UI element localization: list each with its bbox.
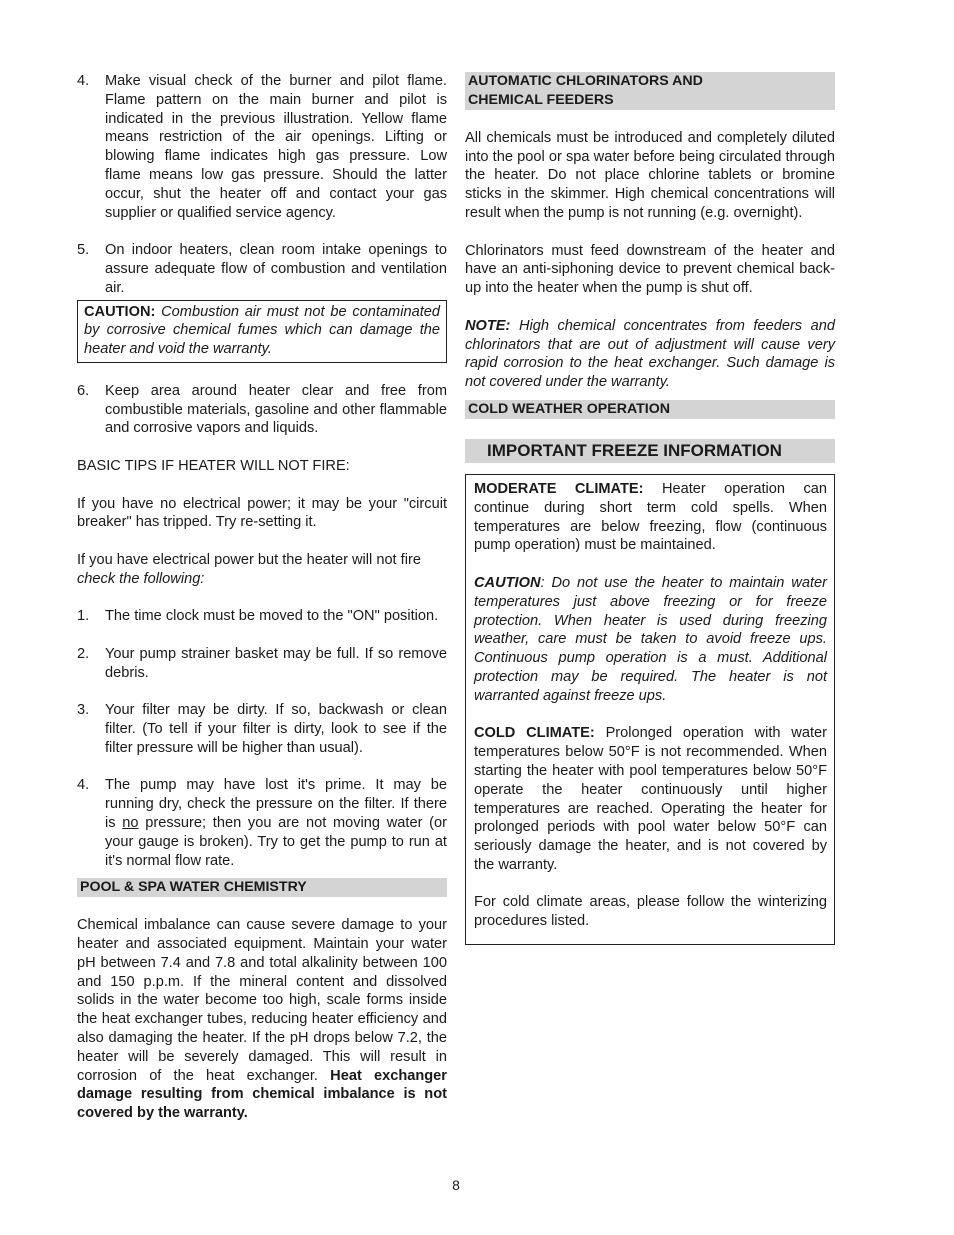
list-text: Keep area around heater clear and free from combustible materials, gasoline and other flammable and corrosive vapors and liquids. — [105, 382, 447, 437]
caution-text: Combustion air must not be contaminated by corrosive chemical fumes which can damage the heater and void the warranty. — [84, 303, 440, 358]
no-power-paragraph: If you have no electrical power; it may be your "circuit breaker" has tripped. Try re-setting it. — [77, 495, 447, 531]
list-text: On indoor heaters, clean room intake openings to assure adequate flow of combustion and ventilation air. — [105, 242, 447, 296]
freeze-caution-paragraph: CAUTION: Do not use the heater to maintain water temperatures just above freezing or for freeze protection. When heater is used during freezing weather, care must be taken to avoid freeze ups. Continuous pump operation is a must. Additional protection may be required. The heater is not warranted against freeze ups. — [474, 574, 827, 704]
caution-box — [77, 300, 447, 363]
chemistry-heading: POOL & SPA WATER CHEMISTRY — [77, 878, 447, 897]
caution-label: CAUTION: — [84, 303, 156, 320]
chlorinators-paragraph-2: Chlorinators must feed downstream of the heater and have an anti-siphoning device to prevent chemical back-up into the heater when the pump is shut off. — [465, 242, 835, 297]
cold-weather-heading: COLD WEATHER OPERATION — [465, 400, 835, 419]
moderate-climate-label: MODERATE CLIMATE: — [474, 480, 644, 497]
check-following-text: check the following: — [77, 570, 205, 587]
list-item — [77, 241, 447, 297]
basic-tips-heading: BASIC TIPS IF HEATER WILL NOT FIRE: — [77, 457, 350, 474]
freeze-info-title: IMPORTANT FREEZE INFORMATION — [465, 439, 835, 463]
list-text: The time clock must be moved to the "ON" position. — [105, 608, 439, 625]
list-number: 6. — [77, 382, 90, 399]
page-number: 8 — [452, 1177, 460, 1193]
list-number: 4. — [77, 777, 90, 794]
cold-climate-label: COLD CLIMATE: — [474, 725, 595, 742]
list-number: 5. — [77, 242, 90, 259]
list-text: Your filter may be dirty. If so, backwash or clean filter. (To tell if your filter is dirty, look to see if the filter pressure will be higher than usual). — [105, 702, 447, 756]
list-text: Your pump strainer basket may be full. If so remove debris. — [105, 645, 447, 681]
list-text: The pump may have lost it's prime. It may be running dry, check the pressure on the filter. If there is no pressure; then you are not moving water (or your gauge is broken). Try to get the pump to run at it's normal flow rate. — [105, 777, 447, 869]
have-power-paragraph — [77, 551, 447, 589]
list-text: Make visual check of the burner and pilot flame. Flame pattern on the main burner and pilot is indicated in the previous illustration. Yellow flame means restriction of the air openings. Lifting or blowing flame indicates high gas pressure. Low flame means low gas pressure. Should the latter occur, shut the heater off and contact your gas supplier or qualified service agency. — [105, 73, 447, 221]
list-number: 3. — [77, 702, 90, 719]
cold-climate-paragraph: COLD CLIMATE: Prolonged operation with water temperatures below 50°F is not recommended. When starting the heater with pool temperatures below 50°F operate the heater continuously until higher temperatures are reached. Operating the heater for prolonged periods with pool water below 50°F can seriously damage the heater, and is not covered by the warranty. — [474, 725, 827, 873]
list-item — [77, 607, 447, 626]
moderate-climate-paragraph: MODERATE CLIMATE: Heater operation can continue during short term cold spells. When temperatures are below freezing, flow (continuous pump operation) must be maintained. — [474, 480, 827, 554]
left-column — [77, 72, 447, 1123]
underlined-word: no — [122, 815, 139, 832]
list-number: 4. — [77, 73, 90, 89]
chemistry-paragraph: Chemical imbalance can cause severe damage to your heater and associated equipment. Maintain your water pH between 7.4 and 7.8 and total alkalinity between 100 and 150 p.p.m. If the mineral content and dissolved solids in the water become too high, scale forms inside the heat exchanger tubes, reducing heater efficiency and also damaging the heater. If the pH drops below 7.2, the heater will be severely damaged. This will result in corrosion of the heat exchanger. Heat exchanger damage resulting from chemical imbalance is not covered by the warranty. — [77, 917, 447, 1122]
list-item — [77, 382, 447, 438]
list-number: 2. — [77, 645, 90, 662]
list-item — [77, 776, 447, 870]
list-item — [77, 72, 447, 222]
freeze-info-box — [465, 474, 835, 945]
freeze-caution-label: CAUTION — [474, 574, 541, 591]
chlorinators-paragraph-1: All chemicals must be introduced and completely diluted into the pool or spa water before being circulated through the heater. Do not place chlorine tablets or bromine sticks in the skimmer. High chemical concentrations will result when the pump is not running (e.g. overnight). — [465, 129, 835, 221]
have-power-text: If you have electrical power but the heater will not fire — [77, 551, 421, 568]
list-item — [77, 701, 447, 757]
note-paragraph: NOTE: High chemical concentrates from feeders and chlorinators that are out of adjustment will cause very rapid corrosion to the heat exchanger. Such damage is not covered under the warranty. — [465, 317, 835, 391]
note-label: NOTE: — [465, 317, 511, 334]
list-item — [77, 645, 447, 683]
list-number: 1. — [77, 608, 90, 625]
right-column — [465, 72, 835, 945]
chlorinators-heading: AUTOMATIC CHLORINATORS AND CHEMICAL FEEDERS — [465, 72, 835, 110]
chemistry-warning: Heat exchanger damage resulting from chemical imbalance is not covered by the warranty. — [77, 1067, 447, 1122]
winterize-paragraph: For cold climate areas, please follow the winterizing procedures listed. — [474, 894, 827, 930]
